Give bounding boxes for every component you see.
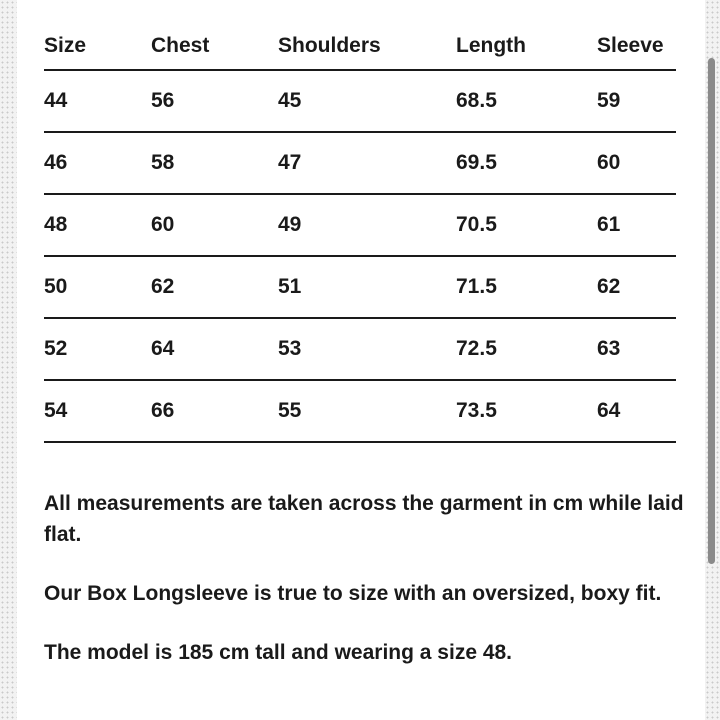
cell-sleeve: 60 [597, 132, 676, 194]
cell-length: 71.5 [456, 256, 597, 318]
fit-note: Our Box Longsleeve is true to size with an oversized, boxy fit. [44, 582, 662, 605]
column-header-size: Size [44, 22, 151, 70]
cell-shoulders: 49 [278, 194, 456, 256]
table-row [44, 194, 676, 256]
cell-chest: 64 [151, 318, 278, 380]
cell-chest: 56 [151, 70, 278, 132]
size-guide-page [17, 0, 705, 720]
cell-sleeve: 64 [597, 380, 676, 442]
table-row [44, 132, 676, 194]
column-header-chest: Chest [151, 22, 278, 70]
cell-shoulders: 55 [278, 380, 456, 442]
table-row [44, 318, 676, 380]
cell-shoulders: 45 [278, 70, 456, 132]
size-notes [44, 488, 684, 696]
cell-size: 44 [44, 70, 151, 132]
cell-shoulders: 51 [278, 256, 456, 318]
column-header-length: Length [456, 22, 597, 70]
cell-size: 54 [44, 380, 151, 442]
cell-chest: 66 [151, 380, 278, 442]
table-row [44, 70, 676, 132]
cell-length: 72.5 [456, 318, 597, 380]
cell-size: 48 [44, 194, 151, 256]
cell-length: 70.5 [456, 194, 597, 256]
cell-size: 52 [44, 318, 151, 380]
cell-sleeve: 63 [597, 318, 676, 380]
measurement-note: All measurements are taken across the garment in cm while laid flat. [44, 492, 684, 546]
cell-length: 68.5 [456, 70, 597, 132]
cell-sleeve: 61 [597, 194, 676, 256]
cell-shoulders: 47 [278, 132, 456, 194]
cell-chest: 58 [151, 132, 278, 194]
table-row [44, 256, 676, 318]
cell-chest: 60 [151, 194, 278, 256]
cell-chest: 62 [151, 256, 278, 318]
cell-length: 69.5 [456, 132, 597, 194]
column-header-sleeve: Sleeve [597, 22, 676, 70]
cell-size: 46 [44, 132, 151, 194]
column-header-shoulders: Shoulders [278, 22, 456, 70]
model-note: The model is 185 cm tall and wearing a size 48. [44, 641, 513, 664]
cell-sleeve: 59 [597, 70, 676, 132]
size-chart-table [44, 22, 676, 443]
table-row [44, 380, 676, 442]
cell-shoulders: 53 [278, 318, 456, 380]
cell-sleeve: 62 [597, 256, 676, 318]
table-header-row [44, 22, 676, 70]
cell-size: 50 [44, 256, 151, 318]
scrollbar-thumb[interactable] [708, 58, 715, 564]
cell-length: 73.5 [456, 380, 597, 442]
